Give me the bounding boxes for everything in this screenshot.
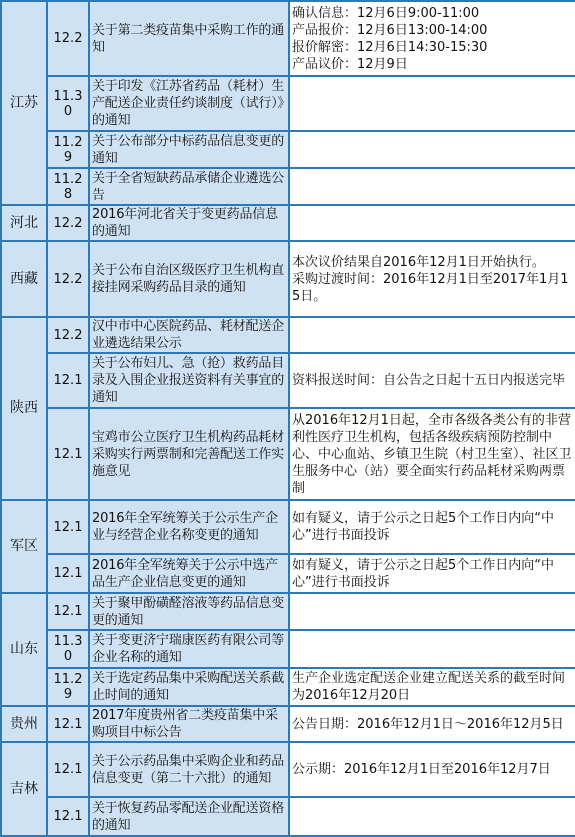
table-row bbox=[1, 797, 575, 836]
notice-title-link[interactable]: 关于公布自治区级医疗卫生机构直接挂网采购药品目录的通知 bbox=[89, 241, 289, 317]
remark-cell: 资料报送时间：自公告之日起十五日内报送完毕 bbox=[289, 353, 575, 408]
notice-title-link[interactable]: 关于公布妇儿、急（抢）救药品目录及入围企业报送资料有关事宜的通知 bbox=[89, 353, 289, 408]
table-row bbox=[1, 408, 575, 500]
table-row bbox=[1, 76, 575, 131]
notice-title-link[interactable]: 关于公布部分中标药品信息变更的通知 bbox=[89, 131, 289, 168]
notice-title-link[interactable]: 2017年度贵州省二类疫苗集中采购项目中标公告 bbox=[89, 706, 289, 742]
date-cell: 11.28 bbox=[47, 168, 89, 205]
date-cell: 12.2 bbox=[47, 241, 89, 317]
date-cell: 12.2 bbox=[47, 317, 89, 353]
date-cell: 11.30 bbox=[47, 630, 89, 668]
table-row bbox=[1, 241, 575, 317]
remark-cell bbox=[289, 131, 575, 168]
table-row bbox=[1, 168, 575, 205]
date-cell: 12.2 bbox=[47, 1, 89, 76]
remark-line: 确认信息：12月6日9:00-11:00 bbox=[292, 5, 480, 21]
remark-cell: 生产企业选定配送企业建立配送关系的截至时间为2016年12月20日 bbox=[289, 668, 575, 706]
province-cell: 吉林 bbox=[1, 742, 47, 836]
table-row bbox=[1, 1, 575, 76]
date-cell: 11.30 bbox=[47, 76, 89, 131]
remark-cell bbox=[289, 241, 575, 317]
table-row bbox=[1, 554, 575, 593]
notice-title-link[interactable]: 关于第二类疫苗集中采购工作的通知 bbox=[89, 1, 289, 76]
notice-title-link[interactable]: 2016年全军统筹关于公示生产企业与经营企业名称变更的通知 bbox=[89, 500, 289, 554]
date-cell: 12.1 bbox=[47, 742, 89, 797]
date-cell: 12.1 bbox=[47, 706, 89, 742]
remark-cell bbox=[289, 76, 575, 131]
table-row bbox=[1, 630, 575, 668]
remark-cell bbox=[289, 797, 575, 836]
date-cell: 12.1 bbox=[47, 353, 89, 408]
notice-title-link[interactable]: 关于选定药品集中采购配送关系截止时间的通知 bbox=[89, 668, 289, 706]
notice-title-link[interactable]: 关于聚甲酚磺醛溶液等药品信息变更的通知 bbox=[89, 593, 289, 630]
table-row bbox=[1, 317, 575, 353]
notice-title-link[interactable]: 关于恢复药品零配送企业配送资格的通知 bbox=[89, 797, 289, 836]
remark-line: 报价解密：12月6日14:30-15:30 bbox=[292, 39, 488, 55]
remark-cell: 公告日期：2016年12月1日～2016年12月5日 bbox=[289, 706, 575, 742]
remark-cell: 公示期：2016年12月1日至2016年12月7日 bbox=[289, 742, 575, 797]
province-cell: 西藏 bbox=[1, 241, 47, 317]
remark-cell: 如有疑义，请于公示之日起5个工作日内向“中心”进行书面投诉 bbox=[289, 554, 575, 593]
remark-cell bbox=[289, 630, 575, 668]
notice-title-link[interactable]: 关于变更济宁瑞康医药有限公司等企业名称的通知 bbox=[89, 630, 289, 668]
table-row bbox=[1, 131, 575, 168]
remark-cell bbox=[289, 593, 575, 630]
notice-title-link[interactable]: 关于全省短缺药品承储企业遴选公告 bbox=[89, 168, 289, 205]
province-cell: 陕西 bbox=[1, 317, 47, 500]
table-row bbox=[1, 205, 575, 241]
remark-line: 产品报价：12月6日13:00-14:00 bbox=[292, 22, 488, 38]
remark-cell bbox=[289, 317, 575, 353]
remark-cell bbox=[289, 205, 575, 241]
table-row bbox=[1, 742, 575, 797]
date-cell: 12.1 bbox=[47, 500, 89, 554]
province-cell: 河北 bbox=[1, 205, 47, 241]
notice-title-link[interactable]: 关于印发《江苏省药品（耗材）生产配送企业责任约谈制度（试行）》的通知 bbox=[89, 76, 289, 131]
remark-line: 本次议价结果自2016年12月1日开始执行。 bbox=[292, 254, 545, 270]
date-cell: 12.1 bbox=[47, 593, 89, 630]
remark-cell bbox=[289, 168, 575, 205]
notice-title-link[interactable]: 汉中市中心医院药品、耗材配送企业遴选结果公示 bbox=[89, 317, 289, 353]
remark-cell: 如有疑义，请于公示之日起5个工作日内向“中心”进行书面投诉 bbox=[289, 500, 575, 554]
remark-line: 产品议价：12月9日 bbox=[292, 56, 408, 72]
province-cell: 山东 bbox=[1, 593, 47, 706]
date-cell: 11.29 bbox=[47, 131, 89, 168]
province-cell: 贵州 bbox=[1, 706, 47, 742]
table-row bbox=[1, 353, 575, 408]
notice-title-link[interactable]: 宝鸡市公立医疗卫生机构药品耗材采购实行两票制和完善配送工作实施意见 bbox=[89, 408, 289, 500]
table-row bbox=[1, 668, 575, 706]
table-row bbox=[1, 706, 575, 742]
date-cell: 12.1 bbox=[47, 408, 89, 500]
table-row bbox=[1, 593, 575, 630]
date-cell: 11.29 bbox=[47, 668, 89, 706]
notice-title-link[interactable]: 2016年河北省关于变更药品信息的通知 bbox=[89, 205, 289, 241]
remark-line: 采购过渡时间：2016年12月1日至2017年1月15日。 bbox=[292, 271, 569, 304]
table-row bbox=[1, 500, 575, 554]
remark-cell: 从2016年12月1日起，全市各级各类公有的非营利性医疗卫生机构，包括各级疾病预防控制中心、中心血站、乡镇卫生院（村卫生室）、社区卫生服务中心（站）要全面实行药品耗材采购两票制 bbox=[289, 408, 575, 500]
notice-title-link[interactable]: 2016年全军统筹关于公示中选产品生产企业信息变更的通知 bbox=[89, 554, 289, 593]
date-cell: 12.2 bbox=[47, 205, 89, 241]
province-cell: 军区 bbox=[1, 500, 47, 593]
province-cell: 江苏 bbox=[1, 1, 47, 205]
date-cell: 12.1 bbox=[47, 797, 89, 836]
date-cell: 12.1 bbox=[47, 554, 89, 593]
remark-cell bbox=[289, 1, 575, 76]
notice-title-link[interactable]: 关于公示药品集中采购企业和药品信息变更（第二十六批）的通知 bbox=[89, 742, 289, 797]
